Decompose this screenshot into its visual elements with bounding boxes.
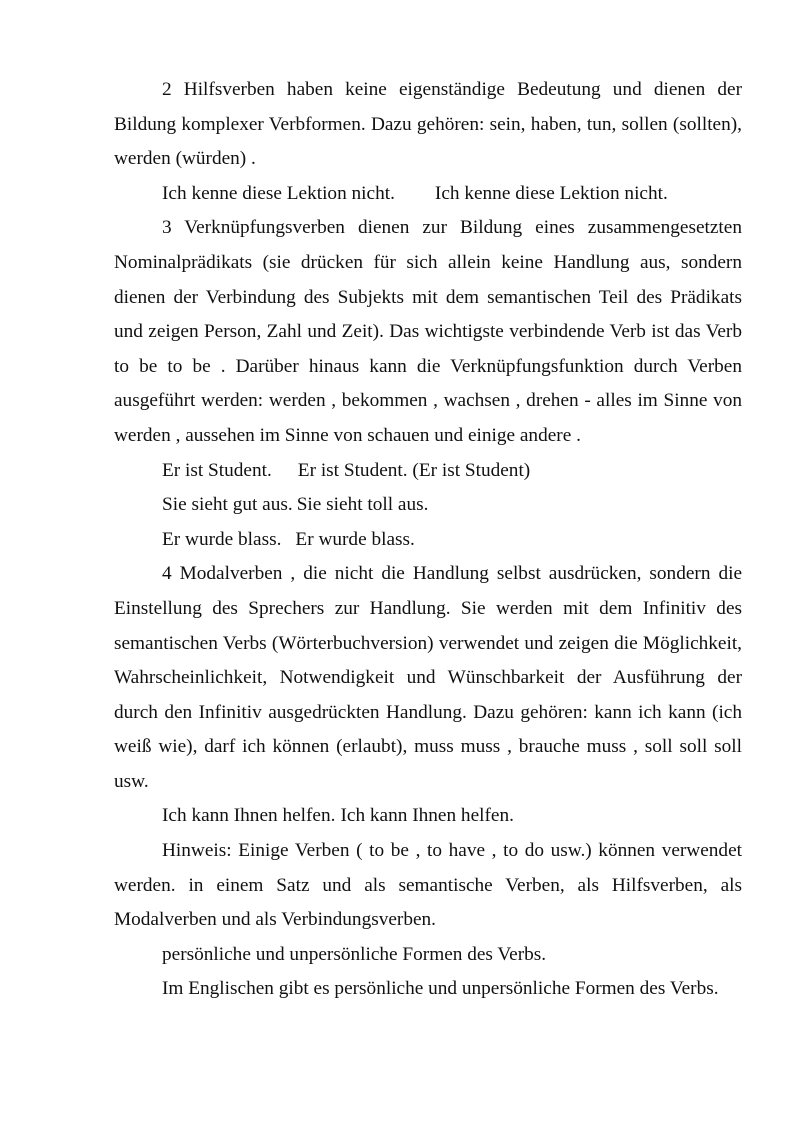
example-3-original: Sie sieht gut aus. xyxy=(162,494,293,516)
paragraph-subheading: persönliche und unpersönliche Formen des Verbs. xyxy=(162,943,547,965)
example-4-original: Er wurde blass. xyxy=(162,528,282,550)
example-line-2 xyxy=(114,454,742,489)
example-5-original: Ich kann Ihnen helfen. xyxy=(162,805,336,827)
paragraph-modal-verbs: 4 Modalverben , die nicht die Handlung selbst ausdrücken, sondern die Einstellung des Sprechers zur Handlung. Sie werden mit dem Infinitiv des semantischen Verbs (Wörterbuchversion) verwendet und zeigen die Möglichkeit, Wahrscheinlichkeit, Notwendigkeit und Wünschbarkeit der Ausführung der durch den Infinitiv ausgedrückten Handlung. Dazu gehören: kann ich kann (ich weiß wie), darf ich können (erlaubt), muss muss , brauche muss , soll soll soll usw. xyxy=(114,563,742,792)
document-body xyxy=(114,73,742,1007)
example-1-translation: Ich kenne diese Lektion nicht. xyxy=(434,182,668,204)
paragraph-auxiliary-verbs: 2 Hilfsverben haben keine eigenständige Bedeutung und dienen der Bildung komplexer Verbformen. Dazu gehören: sein, haben, tun, sollen (sollten), werden (würden) . xyxy=(114,79,742,170)
example-line-4 xyxy=(114,523,742,558)
example-5-translation: Ich kann Ihnen helfen. xyxy=(340,805,514,827)
example-2-original: Er ist Student. xyxy=(162,459,272,481)
paragraph-personal-forms: Im Englischen gibt es persönliche und unpersönliche Formen des Verbs. xyxy=(162,978,719,1000)
paragraph-linking-verbs: 3 Verknüpfungsverben dienen zur Bildung eines zusammengesetzten Nominalprädikats (sie drücken für sich allein keine Handlung aus, sondern dienen der Verbindung des Subjekts mit dem semantischen Teil des Prädikats und zeigen Person, Zahl und Zeit). Das wichtigste verbindende Verb ist das Verb to be to be . Darüber hinaus kann die Verknüpfungsfunktion durch Verben ausgeführt werden: werden , bekommen , wachsen , drehen - alles im Sinne von werden , aussehen im Sinne von schauen und einige andere . xyxy=(114,217,742,446)
paragraph-note: Hinweis: Einige Verben ( to be , to have , to do usw.) können verwendet werden. in einem Satz und als semantische Verben, als Hilfsverben, als Modalverben und als Verbindungsverben. xyxy=(114,840,742,931)
example-1-original: Ich kenne diese Lektion nicht. xyxy=(162,182,395,204)
example-3-translation: Sie sieht toll aus. xyxy=(296,494,429,516)
example-line-1 xyxy=(114,177,742,212)
example-line-3 xyxy=(114,488,742,523)
example-line-5 xyxy=(114,799,742,834)
example-4-translation: Er wurde blass. xyxy=(295,528,415,550)
example-2-translation: Er ist Student. (Er ist Student) xyxy=(297,459,531,481)
